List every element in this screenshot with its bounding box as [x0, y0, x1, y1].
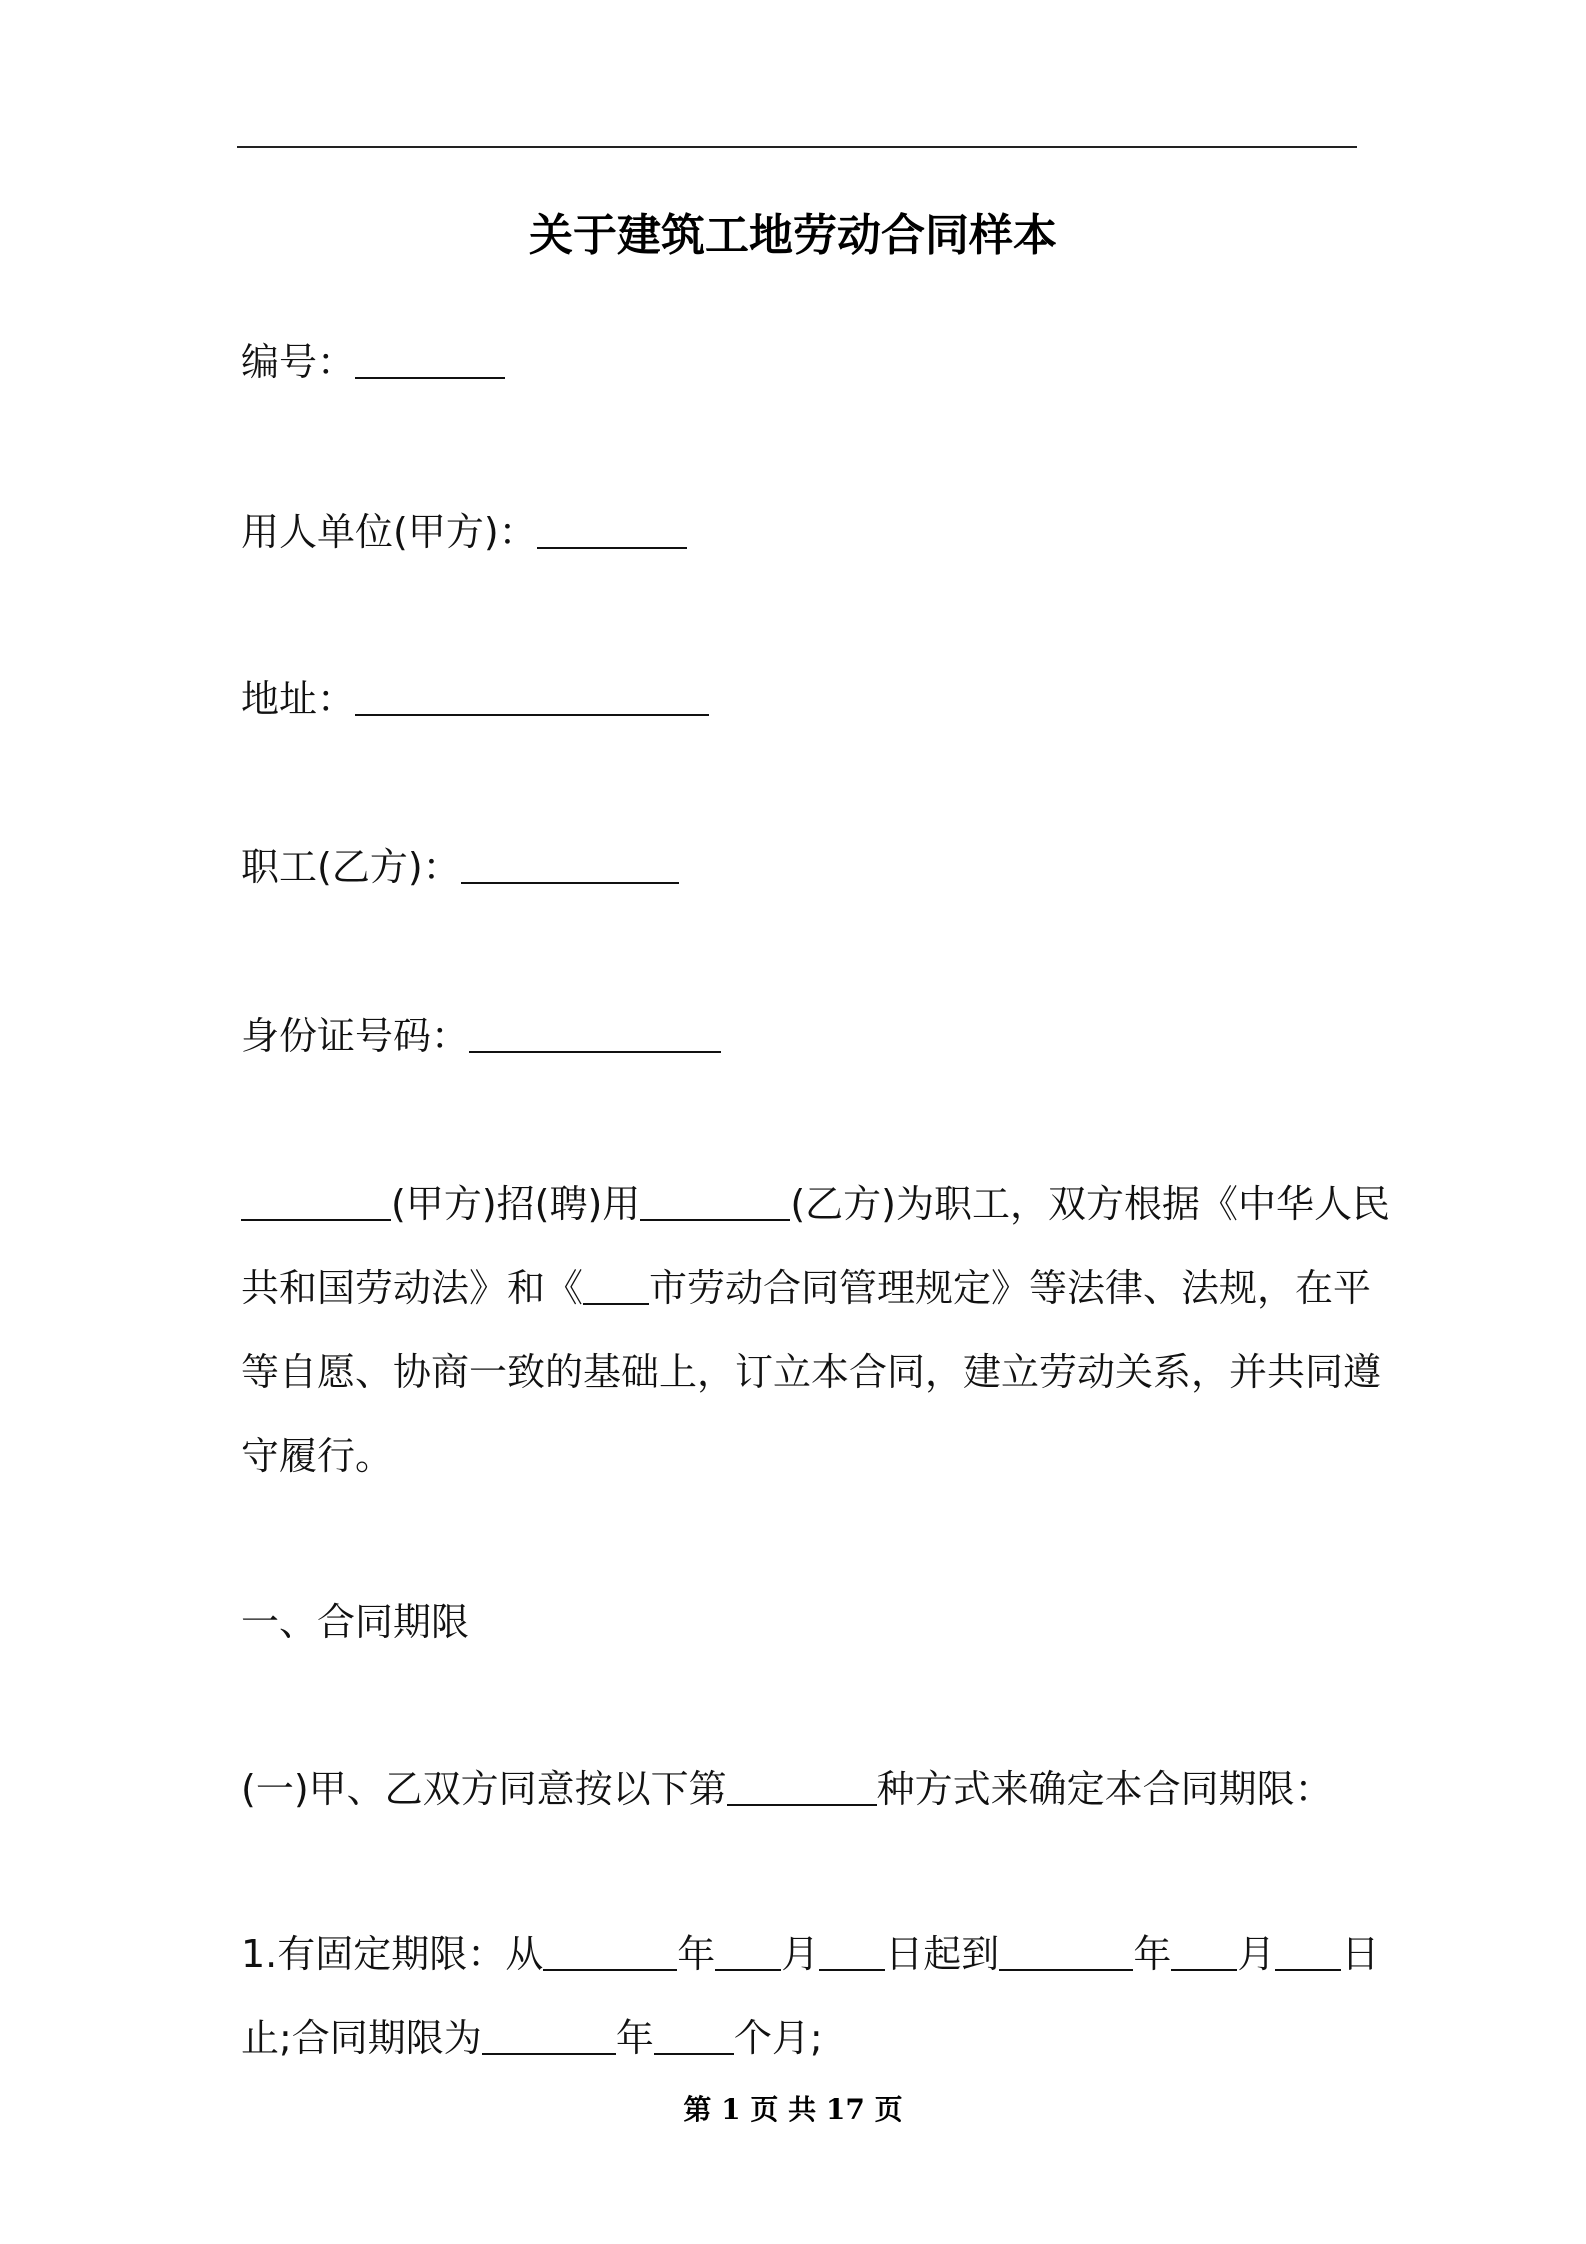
header-rule	[237, 146, 1357, 148]
preamble-line-2: 共和国劳动法》和《 市劳动合同管理规定》等法律、法规，在平	[241, 1266, 1372, 1310]
employee-blank[interactable]	[461, 846, 679, 884]
employee-label: 职工(乙方)：	[241, 845, 461, 889]
term-years-blank[interactable]	[482, 2017, 616, 2055]
clause-1-item-1	[241, 1912, 1380, 2080]
preamble-line-4: 守履行。	[241, 1434, 394, 1478]
preamble-line-1: (甲方)招(聘)用 (乙方)为职工，双方根据《中华人民	[241, 1162, 1359, 1246]
item-1-line-2: 止;合同期限为 年 个月;	[241, 2016, 823, 2060]
start-month-blank[interactable]	[715, 1933, 781, 1971]
number-field	[241, 338, 505, 386]
employee-field	[241, 843, 679, 891]
id-field	[241, 1012, 721, 1060]
clause-1: (一)甲、乙双方同意按以下第 种方式来确定本合同期限：	[241, 1767, 1333, 1811]
end-month-blank[interactable]	[1171, 1933, 1237, 1971]
number-blank[interactable]	[355, 341, 505, 379]
city-blank[interactable]	[583, 1267, 649, 1305]
employer-label: 用人单位(甲方)：	[241, 510, 537, 554]
item-1-line-1: 1.有固定期限：从 年 月 日起到 年 月 日	[241, 1932, 1380, 1976]
start-day-blank[interactable]	[819, 1933, 885, 1971]
address-blank[interactable]	[355, 678, 709, 716]
employer-field	[241, 508, 687, 556]
document-title: 关于建筑工地劳动合同样本	[529, 210, 1057, 261]
end-day-blank[interactable]	[1275, 1933, 1341, 1971]
id-blank[interactable]	[469, 1015, 721, 1053]
term-months-blank[interactable]	[654, 2017, 734, 2055]
method-blank[interactable]	[727, 1768, 877, 1806]
end-year-blank[interactable]	[999, 1933, 1133, 1971]
address-field	[241, 675, 709, 723]
preamble-paragraph	[241, 1162, 1390, 1498]
employer-blank[interactable]	[537, 511, 687, 549]
address-label: 地址：	[241, 677, 356, 721]
id-label: 身份证号码：	[241, 1014, 470, 1058]
section-heading: 一、合同期限	[241, 1600, 470, 1644]
start-year-blank[interactable]	[543, 1933, 677, 1971]
page-footer: 第 1 页 共 17 页	[683, 2093, 903, 2126]
preamble-line-3: 等自愿、协商一致的基础上，订立本合同，建立劳动关系，并共同遵	[241, 1350, 1382, 1394]
number-label: 编号：	[241, 340, 356, 384]
employer-name-blank[interactable]	[241, 1183, 391, 1221]
employee-name-blank[interactable]	[640, 1183, 790, 1221]
